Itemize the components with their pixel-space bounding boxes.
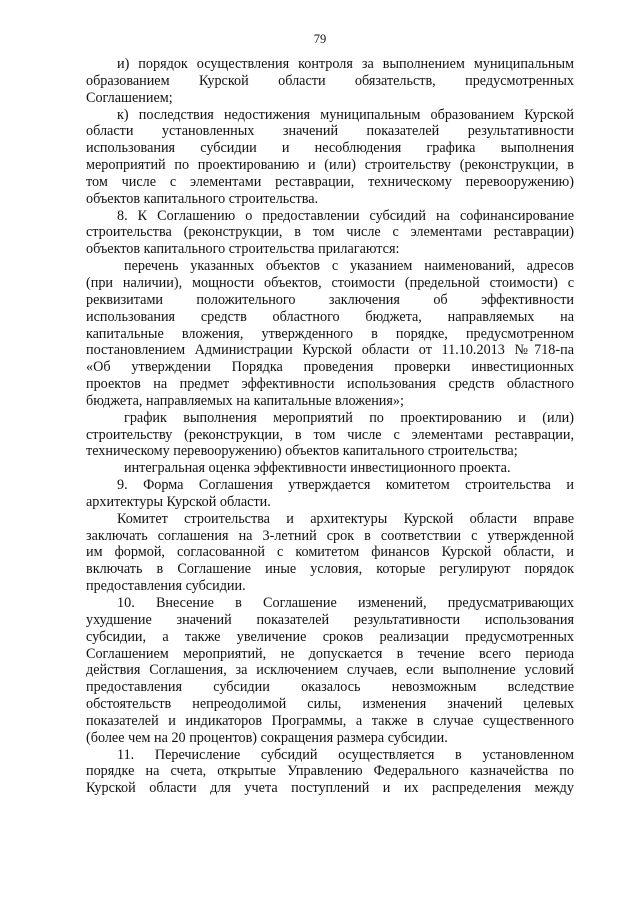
paragraph [86, 107, 574, 208]
text-line: включать в Соглашение иные условия, которые регулируют порядок [86, 561, 574, 578]
paragraph [86, 208, 574, 259]
paragraph [86, 56, 574, 107]
text-line: (более чем на 20 процентов) сокращения размера субсидии. [86, 729, 448, 746]
text-line: и) порядок осуществления контроля за выполнением муниципальным [117, 56, 574, 72]
paragraph [86, 511, 574, 595]
text-line: Комитет строительства и архитектуры Курской области вправе [117, 510, 574, 527]
text-line: использования средств областного бюджета, направляемых на [86, 308, 574, 325]
text-line: (при наличии), мощности объектов, стоимости (предельной стоимости) с [86, 274, 574, 291]
paragraph [86, 410, 574, 461]
text-line: субсидии, а также увеличение сроков реализации предусмотренных [86, 628, 574, 645]
text-line: объектов капитального строительства прилагаются: [86, 241, 400, 258]
text-line: предоставления субсидии оказалось невозможным вследствие [86, 679, 574, 696]
text-line: интегральная оценка эффективности инвестиционного проекта. [124, 460, 511, 477]
text-line: 8. К Соглашению о предоставлении субсидий на софинансирование [117, 207, 574, 224]
text-line: мероприятий по проектированию и (или) строительству (реконструкции, в [86, 157, 574, 174]
text-line: образованием Курской области обязательств, предусмотренных [86, 72, 574, 89]
text-line: объектов капитального строительства. [86, 190, 319, 207]
text-line: том числе с элементами реставрации, техническому перевооружению) [86, 173, 574, 190]
text-line: Курской области для учета поступлений и их распределения между [86, 780, 574, 797]
text-line: техническому перевооружению) объектов капитального строительства; [86, 443, 518, 460]
paragraph [86, 258, 574, 410]
text-line: 11. Перечисление субсидий осуществляется в установленном [117, 746, 574, 763]
text-line: обстоятельств непреодолимой силы, изменения значений целевых [86, 696, 574, 713]
text-line: области установленных значений показателей результативности [86, 123, 574, 140]
text-line: заключать соглашения на 3-летний срок в соответствии с утвержденной [86, 527, 574, 544]
text-line: предоставления субсидии. [86, 578, 246, 595]
text-line: реквизитами положительного заключения об эффективности [86, 291, 574, 308]
text-line: «Об утверждении Порядка проведения проверки инвестиционных [86, 359, 574, 376]
text-line: Соглашением мероприятий, не допускается в течение всего периода [86, 645, 574, 662]
paragraph [86, 747, 574, 798]
text-line: использования субсидии и несоблюдения графика выполнения [86, 140, 574, 157]
text-line: показателей и индикаторов Программы, а также в случае существенного [86, 712, 574, 729]
text-line: 9. Форма Соглашения утверждается комитетом строительства и [117, 477, 574, 494]
text-line: бюджета, направляемых на капитальные вложения»; [86, 392, 404, 409]
text-line: капитальные вложения, утвержденного в порядке, предусмотренном [86, 325, 574, 342]
text-line: строительству (реконструкции, в том числе с элементами реставрации, [86, 426, 574, 443]
paragraph [86, 460, 574, 477]
text-line: действия Соглашения, за исключением случаев, если выполнение условий [86, 662, 574, 679]
text-line: перечень указанных объектов с указанием наименований, адресов [124, 258, 574, 275]
paragraph [86, 477, 574, 511]
text-line: им формой, согласованной с комитетом финансов Курской области, и [86, 544, 574, 561]
paragraph [86, 595, 574, 747]
text-line: Соглашением; [86, 89, 173, 106]
text-line: постановлением Администрации Курской области от 11.10.2013 №718-па [86, 342, 574, 359]
page-number: 79 [313, 32, 327, 46]
document-body [86, 56, 574, 797]
text-line: 10. Внесение в Соглашение изменений, предусматривающих [117, 595, 574, 611]
text-line: ухудшение значений показателей результативности использования [86, 611, 574, 628]
text-line: к) последствия недостижения муниципальным образованием Курской [117, 106, 574, 123]
text-line: строительства (реконструкции, в том числе с элементами реставрации) [86, 224, 574, 241]
text-line: архитектуры Курской области. [86, 493, 271, 510]
text-line: проектов на предмет эффективности использования средств областного [86, 376, 574, 393]
text-line: порядке на счета, открытые Управлению Федерального казначейства по [86, 763, 574, 780]
text-line: график выполнения мероприятий по проектированию и (или) [124, 409, 574, 426]
